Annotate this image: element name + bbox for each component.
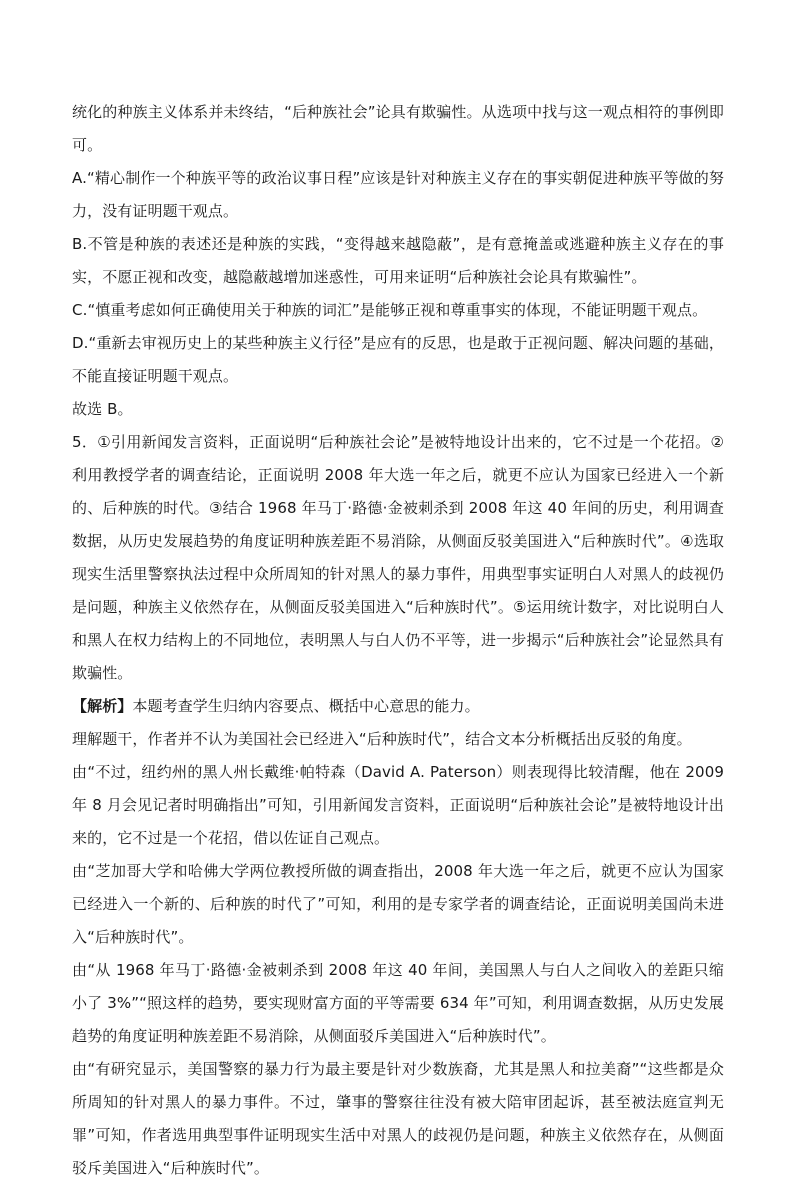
analysis-text: 本题考查学生归纳内容要点、概括中心意思的能力。 bbox=[132, 697, 480, 715]
paragraph-option-b: B.不管是种族的表述还是种族的实践，“变得越来越隐蔽”，是有意掩盖或逃避种族主义存在的事实，不愿正视和改变，越隐蔽越增加迷惑性，可用来证明“后种族社会论具有欺骗性”。 bbox=[72, 235, 724, 286]
paragraph-evidence-1: 由“不过，纽约州的黑人州长戴维·帕特森（David A. Paterson）则表现得比较清醒，他在 2009 年 8 月会见记者时明确指出”可知，引用新闻发言资料，正面说明“后种族社会论”是被特地设计出来的，它不过是一个花招，借以佐证自己观点。 bbox=[72, 763, 724, 847]
paragraph-understanding: 理解题干，作者并不认为美国社会已经进入“后种族时代”，结合文本分析概括出反驳的角度。 bbox=[72, 730, 692, 748]
paragraph-option-d: D.“重新去审视历史上的某些种族主义行径”是应有的反思，也是敢于正视问题、解决问题的基础，不能直接证明题干观点。 bbox=[72, 334, 724, 385]
paragraph-answer: 故选 B。 bbox=[72, 400, 133, 418]
paragraph-evidence-2: 由“芝加哥大学和哈佛大学两位教授所做的调查指出，2008 年大选一年之后，就更不应认为国家已经进入一个新的、后种族的时代了”可知，利用的是专家学者的调查结论，正面说明美国尚未进入“后种族时代”。 bbox=[72, 862, 724, 946]
document-page bbox=[72, 96, 724, 1185]
paragraph-option-a: A.“精心制作一个种族平等的政治议事日程”应该是针对种族主义存在的事实朝促进种族平等做的努力，没有证明题干观点。 bbox=[72, 169, 724, 220]
paragraph-intro: 统化的种族主义体系并未终结，“后种族社会”论具有欺骗性。从选项中找与这一观点相符的事例即可。 bbox=[72, 103, 724, 154]
analysis-tag: 【解析】 bbox=[72, 697, 133, 715]
paragraph-evidence-3: 由“从 1968 年马丁·路德·金被刺杀到 2008 年这 40 年间，美国黑人与白人之间收入的差距只缩小了 3%”“照这样的趋势，要实现财富方面的平等需要 634 年”可知，利用调查数据，从历史发展趋势的角度证明种族差距不易消除，从侧面驳斥美国进入“后种族时代”。 bbox=[72, 961, 724, 1045]
paragraph-question-5: 5．①引用新闻发言资料，正面说明“后种族社会论”是被特地设计出来的，它不过是一个花招。②利用教授学者的调查结论，正面说明 2008 年大选一年之后，就更不应认为国家已经进入一个新的、后种族的时代。③结合 1968 年马丁·路德·金被刺杀到 2008 年这 40 年间的历史，利用调查数据，从历史发展趋势的角度证明种族差距不易消除，从侧面反驳美国进入“后种族时代”。④选取现实生活里警察执法过程中众所周知的针对黑人的暴力事件，用典型事实证明白人对黑人的歧视仍是问题，种族主义依然存在，从侧面反驳美国进入“后种族时代”。⑤运用统计数字，对比说明白人和黑人在权力结构上的不同地位，表明黑人与白人仍不平等，进一步揭示“后种族社会”论显然具有欺骗性。 bbox=[72, 433, 724, 682]
paragraph-evidence-4: 由“有研究显示，美国警察的暴力行为最主要是针对少数族裔，尤其是黑人和拉美裔”“这些都是众所周知的针对黑人的暴力事件。不过，肇事的警察往往没有被大陪审团起诉，甚至被法庭宣判无罪”可知，作者选用典型事件证明现实生活中对黑人的歧视仍是问题，种族主义依然存在，从侧面驳斥美国进入“后种族时代”。 bbox=[72, 1060, 724, 1177]
paragraph-option-c: C.“慎重考虑如何正确使用关于种族的词汇”是能够正视和尊重事实的体现，不能证明题干观点。 bbox=[72, 301, 708, 319]
paragraph-analysis bbox=[72, 690, 724, 723]
